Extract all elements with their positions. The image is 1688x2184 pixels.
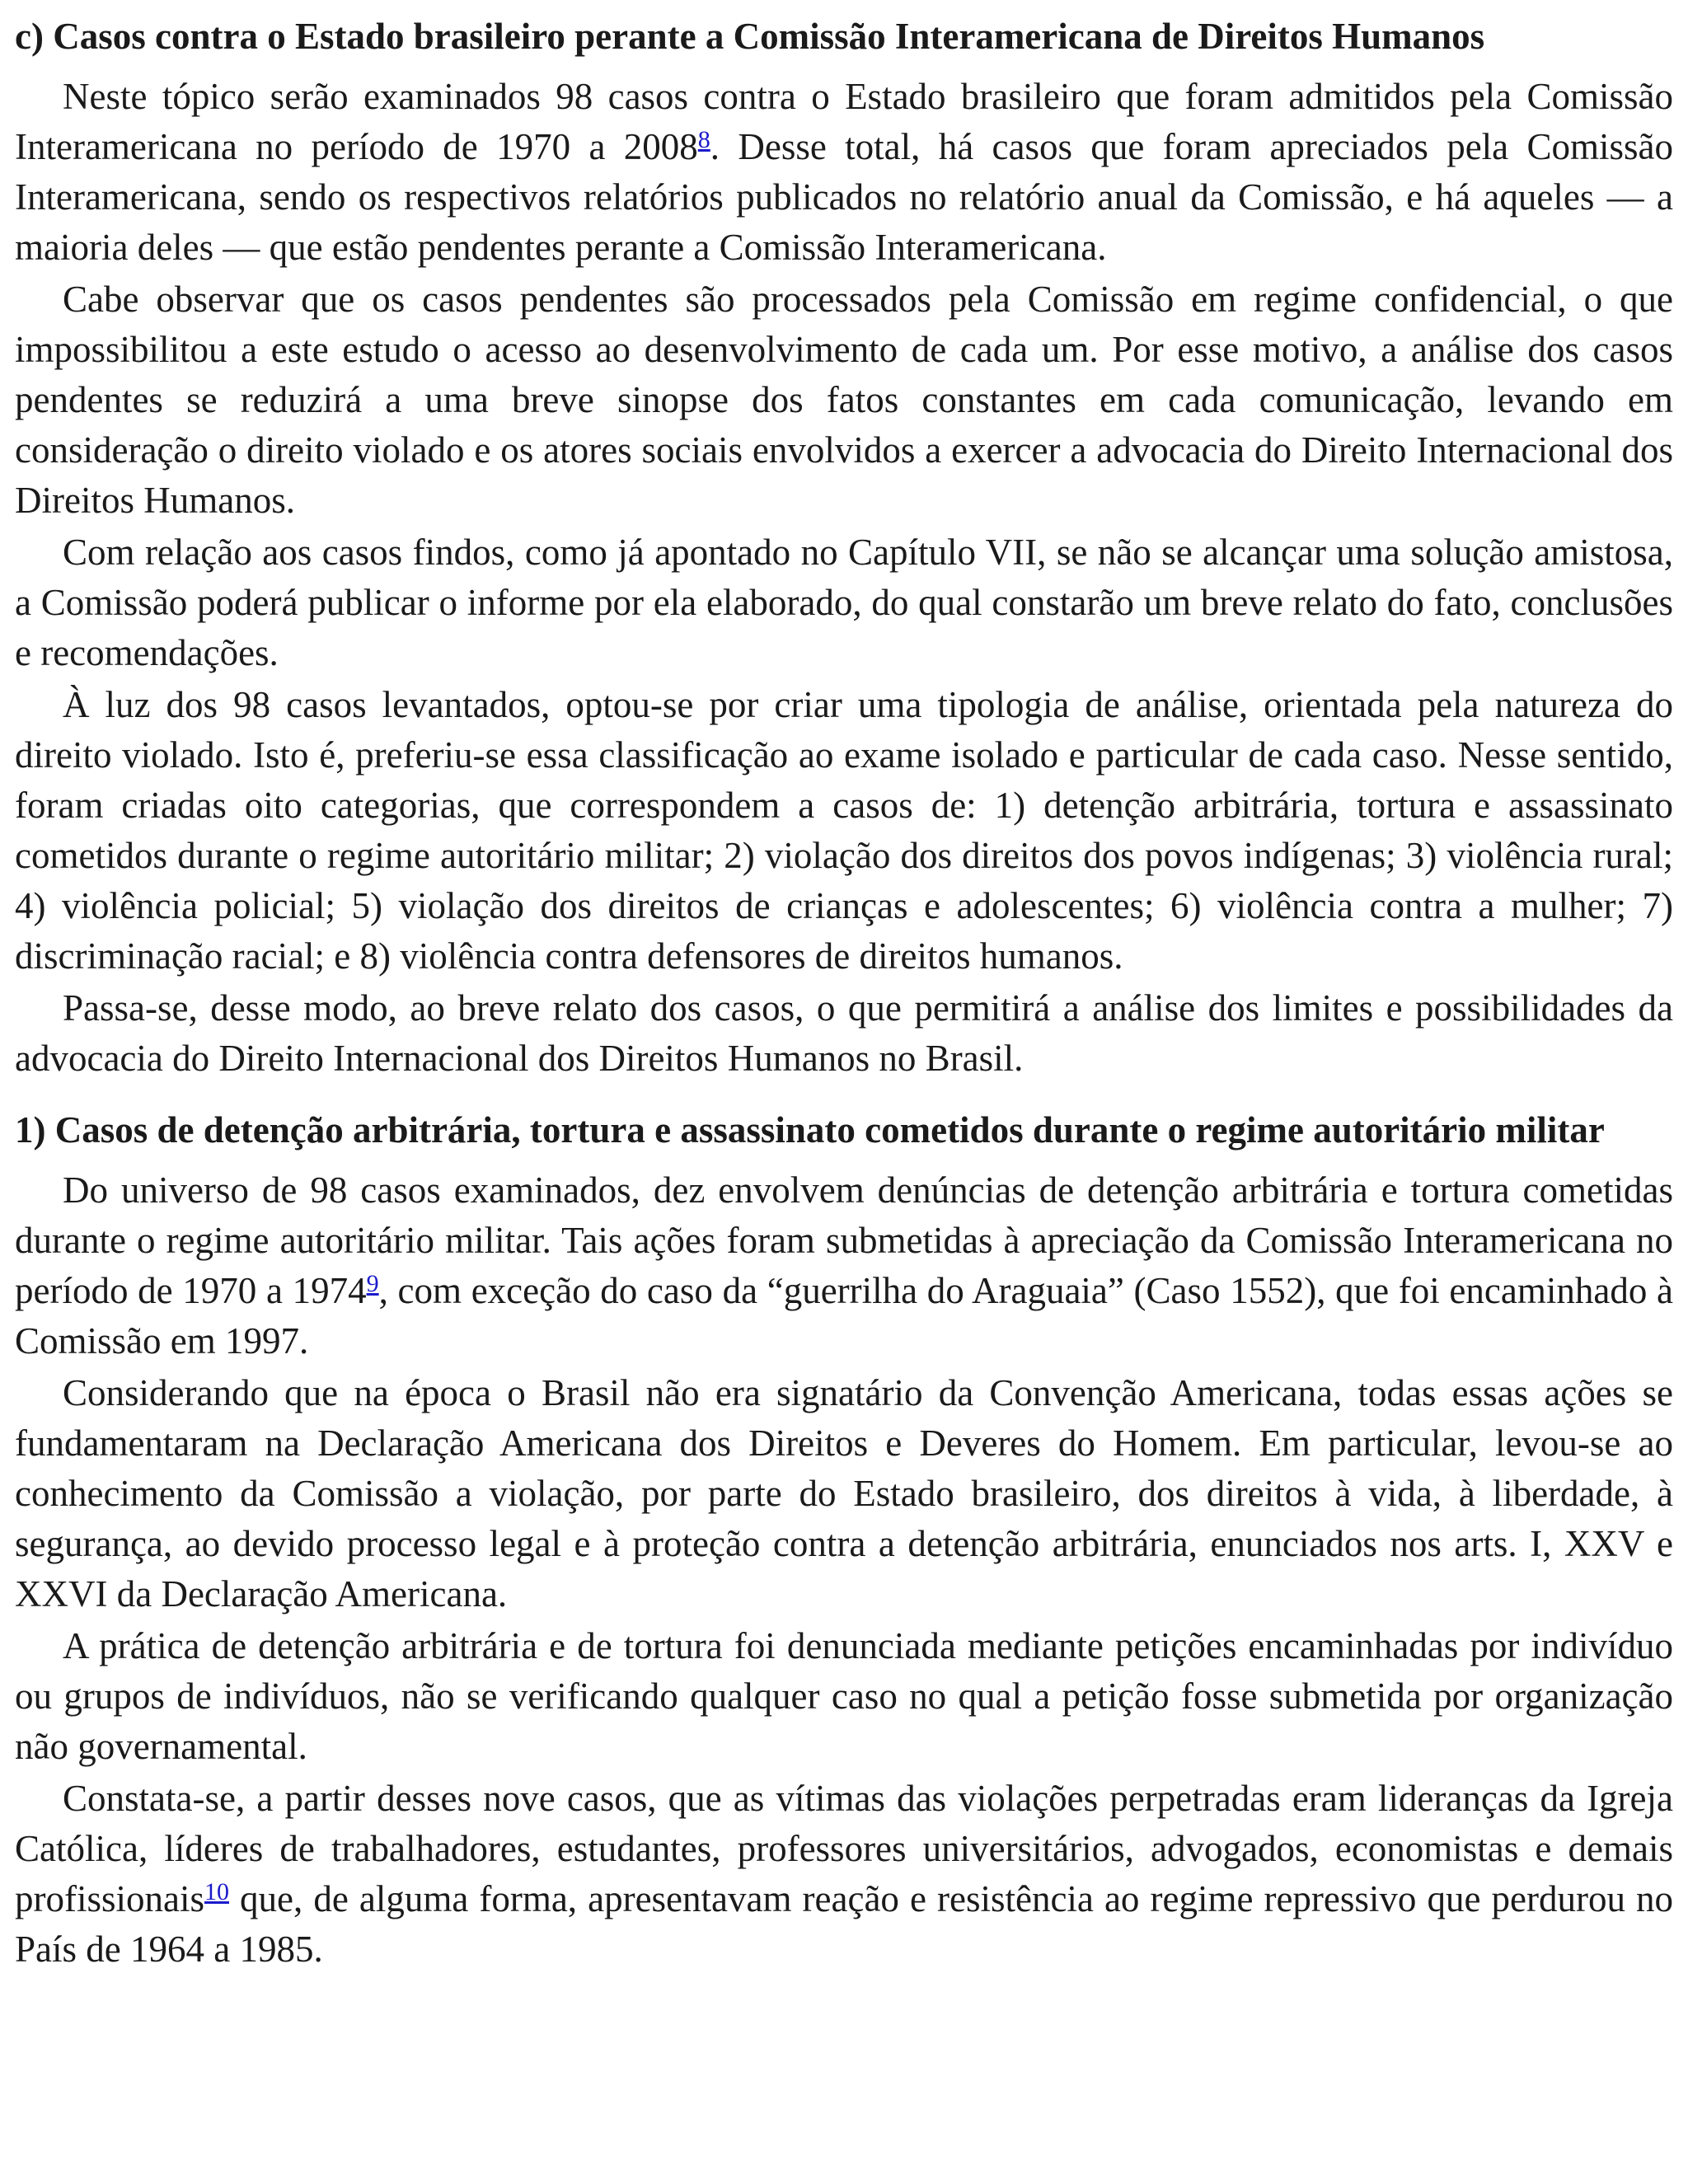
footnote-ref-8[interactable] bbox=[698, 126, 710, 153]
section-1-paragraph-1 bbox=[15, 1165, 1673, 1366]
document-page bbox=[15, 12, 1673, 1976]
section-c-paragraph-4: À luz dos 98 casos levantados, optou-se por criar uma tipologia de análise, orientada pela natureza do direito violado. Isto é, preferiu-se essa classificação ao exame isolado e particular de cada caso. Nesse sentido, foram criadas oito categorias, que correspondem a casos de: 1) detenção arbitrária, tortura e assassinato cometidos durante o regime autoritário militar; 2) violação dos direitos dos povos indígenas; 3) violência rural; 4) violência policial; 5) violação dos direitos de crianças e adolescentes; 6) violência contra a mulher; 7) discriminação racial; e 8) violência contra defensores de direitos humanos. bbox=[15, 684, 1673, 977]
section-c-paragraph-3: Com relação aos casos findos, como já apontado no Capítulo VII, se não se alcançar uma solução amistosa, a Comissão poderá publicar o informe por ela elaborado, do qual constarão um breve relato do fato, conclusões e recomendações. bbox=[15, 532, 1673, 673]
section-c-paragraph-2: Cabe observar que os casos pendentes são processados pela Comissão em regime confidencial, o que impossibilitou a este estudo o acesso ao desenvolvimento de cada um. Por esse motivo, a análise dos casos pendentes se reduzirá a uma breve sinopse dos fatos constantes em cada comunicação, levando em consideração o direito violado e os atores sociais envolvidos a exercer a advocacia do Direito Internacional dos Direitos Humanos. bbox=[15, 279, 1673, 521]
section-1-paragraph-2: Considerando que na época o Brasil não era signatário da Convenção Americana, todas essas ações se fundamentaram na Declaração Americana dos Direitos e Deveres do Homem. Em particular, levou-se ao conhecimento da Comissão a violação, por parte do Estado brasileiro, dos direitos à vida, à liberdade, à segurança, ao devido processo legal e à proteção contra a detenção arbitrária, enunciados nos arts. I, XXV e XXVI da Declaração Americana. bbox=[15, 1372, 1673, 1615]
section-1-heading: 1) Casos de detenção arbitrária, tortura e assassinato cometidos durante o regime autoritário militar bbox=[15, 1109, 1605, 1151]
footnote-link[interactable]: 10 bbox=[204, 1878, 229, 1905]
footnote-link[interactable]: 9 bbox=[366, 1270, 379, 1297]
section-c-paragraph-1 bbox=[15, 72, 1673, 273]
footnote-ref-10[interactable] bbox=[204, 1878, 229, 1905]
section-c-heading: c) Casos contra o Estado brasileiro perante a Comissão Interamericana de Direitos Humanos bbox=[15, 16, 1485, 57]
footnote-ref-9[interactable] bbox=[367, 1270, 379, 1297]
section-1-paragraph-4 bbox=[15, 1774, 1673, 1975]
section-c-paragraph-5: Passa-se, desse modo, ao breve relato dos casos, o que permitirá a análise dos limites e possibilidades da advocacia do Direito Internacional dos Direitos Humanos no Brasil. bbox=[15, 987, 1673, 1079]
paragraph-text: , com exceção do caso da “guerrilha do Araguaia” (Caso 1552), que foi encaminhado à Comissão em 1997. bbox=[15, 1270, 1673, 1361]
paragraph-text: Neste tópico serão examinados 98 casos contra o Estado brasileiro que foram admitidos pela Comissão Interamericana no período de 1970 a 2008 bbox=[15, 76, 1673, 167]
paragraph-text: Do universo de 98 casos examinados, dez envolvem denúncias de detenção arbitrária e tortura cometidas durante o regime autoritário militar. Tais ações foram submetidas à apreciação da Comissão Interamericana no período de 1970 a 1974 bbox=[15, 1169, 1673, 1311]
section-1-paragraph-3: A prática de detenção arbitrária e de tortura foi denunciada mediante petições encaminhadas por indivíduo ou grupos de indivíduos, não se verificando qualquer caso no qual a petição fosse submetida por organização não governamental. bbox=[15, 1625, 1673, 1767]
paragraph-text: que, de alguma forma, apresentavam reação e resistência ao regime repressivo que perdurou no País de 1964 a 1985. bbox=[15, 1878, 1673, 1970]
footnote-link[interactable]: 8 bbox=[697, 126, 710, 153]
paragraph-text: . Desse total, há casos que foram apreciados pela Comissão Interamericana, sendo os respectivos relatórios publicados no relatório anual da Comissão, e há aqueles — a maioria deles — que estão pendentes perante a Comissão Interamericana. bbox=[15, 126, 1674, 268]
paragraph-text: Constata-se, a partir desses nove casos, que as vítimas das violações perpetradas eram lideranças da Igreja Católica, líderes de trabalhadores, estudantes, professores universitários, advogados, economistas e demais profissionais bbox=[15, 1778, 1673, 1919]
